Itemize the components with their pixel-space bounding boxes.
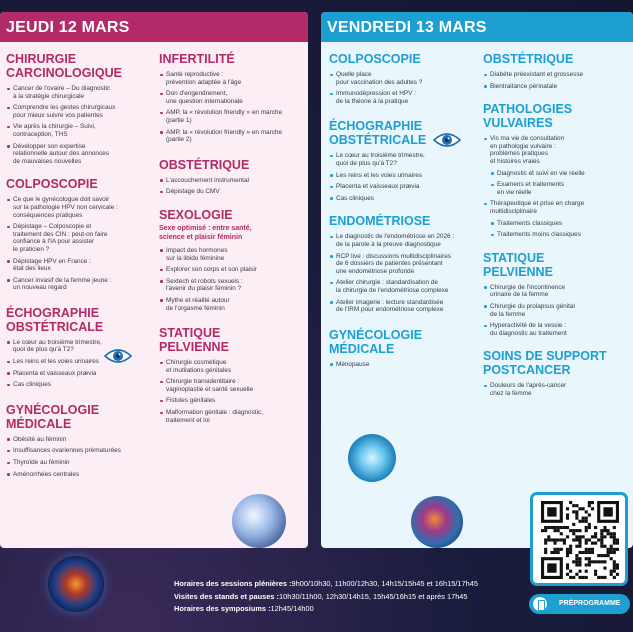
right-column-1 <box>329 52 477 372</box>
session-item: Cas cliniques <box>329 195 477 203</box>
session-item: Examens et traitements en vie réelle <box>483 181 629 196</box>
day-panel-vendredi <box>321 12 633 548</box>
session-item: Développer son expertise relationnelle autour des annonces de mauvaises nouvelles <box>6 143 151 166</box>
session-list <box>329 152 477 202</box>
preprogramme-button[interactable] <box>529 594 630 614</box>
session-list <box>159 71 304 144</box>
day-panel-jeudi <box>0 12 308 548</box>
section-title: COLPOSCOPIE <box>329 52 421 66</box>
session-list <box>159 359 304 424</box>
section-infertilite <box>159 52 304 144</box>
session-item: Dépistage HPV en France : état des lieux <box>6 258 151 273</box>
left-column-2 <box>159 52 304 428</box>
day-header-jeudi: JEUDI 12 MARS <box>0 12 308 42</box>
session-item: Comprendre les gestes chirurgicaux pour mieux suivre vos patientes <box>6 104 151 119</box>
session-item: Cas cliniques <box>6 381 151 389</box>
session-item: Fistules génitales <box>159 397 304 405</box>
session-item: Insuffisances ovariennes prématurées <box>6 447 151 455</box>
section-title: ÉCHOGRAPHIE OBSTÉTRICALE <box>6 305 104 334</box>
session-item: Quelle place pour vaccination des adultes ? <box>329 71 477 86</box>
preprogramme-label: PRÉPROGRAMME <box>559 600 621 607</box>
session-list <box>483 284 629 338</box>
session-list <box>6 196 151 292</box>
session-item: Dépistage du CMV <box>159 188 304 196</box>
section-title: CHIRURGIE CARCINOLOGIQUE <box>6 52 122 80</box>
globe-illustration <box>48 556 104 612</box>
session-list <box>483 135 629 239</box>
qr-code-card[interactable] <box>530 492 628 586</box>
session-item: Le cœur au troisième trimestre, quoi de plus qu'à T2? <box>6 339 151 354</box>
section-subtitle: Sexe optimisé : entre santé, science et plaisir féminin <box>159 224 252 241</box>
session-list <box>329 71 477 105</box>
section-colposcopie <box>329 52 477 105</box>
section-obstetrique <box>483 52 629 90</box>
section-obstetrique <box>159 158 304 196</box>
phone-icon <box>533 597 547 611</box>
session-item: Chirurgie cosmétique et mutilations génitales <box>159 359 304 374</box>
session-list <box>483 382 629 397</box>
session-item: Thérapeutique et prise en charge multidisciplinaire <box>483 200 629 215</box>
session-item: Mythe et réalité autour de l'orgasme féminin <box>159 297 304 312</box>
session-item: Atelier imagerie : lecture standardisée de l'IRM pour endométriose complexe <box>329 299 477 314</box>
session-item: Ménopause <box>329 361 477 369</box>
section-colposcopie <box>6 177 151 292</box>
section-title: PATHOLOGIES VULVAIRES <box>483 102 573 131</box>
session-item: Diagnostic et suivi en vie réelle <box>483 170 629 178</box>
section-gynecologie-medicale <box>6 403 151 478</box>
hours-plenary: Horaires des sessions plénières :9h00/10h30, 11h00/12h30, 14h15/15h45 et 16h15/17h45 <box>174 579 478 588</box>
qr-code <box>541 501 619 579</box>
session-item: Chirurgie de l'incontinence urinaire de la femme <box>483 284 629 299</box>
session-item: Aménorrhées centrales <box>6 471 151 479</box>
section-endometriose <box>329 214 477 313</box>
section-gynecologie-medicale <box>329 328 477 369</box>
session-item: Cancer de l'ovaire – Du diagnostic à la stratégie chirurgicale <box>6 85 151 100</box>
section-statique-pelvienne <box>159 326 304 424</box>
section-title: COLPOSCOPIE <box>6 177 98 192</box>
session-item: Dépistage – Colposcopie et traitement des CIN : peut-on faire confiance à l'IA pour assister le praticien ? <box>6 223 151 253</box>
section-title: GYNÉCOLOGIE MÉDICALE <box>329 327 423 356</box>
section-title: SEXOLOGIE <box>159 207 233 222</box>
session-item: Santé reproductive : prévention adaptée à l'âge <box>159 71 304 86</box>
session-list <box>159 247 304 312</box>
session-list <box>159 177 304 196</box>
session-item: Le cœur au troisième trimestre, quoi de plus qu'à T2? <box>329 152 477 167</box>
section-sexologie <box>159 208 304 312</box>
session-item: Ce que le gynécologue doit savoir sur la pathologie HPV non cervicale : conséquences pratiques <box>6 196 151 219</box>
section-title: ÉCHOGRAPHIE OBSTÉTRICALE <box>329 119 427 148</box>
session-item: Chirurgie du prolapsus génital de la femme <box>483 303 629 318</box>
session-item: Les reins et les voies urinaires <box>6 358 151 366</box>
section-title: STATIQUE PELVIENNE <box>483 250 553 279</box>
session-list <box>329 361 477 369</box>
section-title: ENDOMÉTRIOSE <box>329 214 431 229</box>
ultrasound-illustration <box>348 434 396 482</box>
session-list <box>6 436 151 478</box>
session-list <box>6 85 151 165</box>
surgery-illustration <box>232 494 286 548</box>
section-title: SOINS DE SUPPORT POSTCANCER <box>483 349 607 378</box>
right-column-2 <box>483 52 629 401</box>
session-item: Thyroïde au féminin <box>6 459 151 467</box>
session-item: Cancer invasif de la femme jeune : un nouveau regard <box>6 277 151 292</box>
session-item: Douleurs de l'après-cancer chez la femme <box>483 382 629 397</box>
session-item: Vis ma vie de consultation en pathologie vulvaire : problèmes pratiques et histoires vraies <box>483 135 629 165</box>
session-item: Chirurgie transidentitaire : vaginoplastie et santé sexuelle <box>159 378 304 393</box>
hours-stands: Visites des stands et pauses :10h30/11h00, 12h30/14h15, 15h45/16h15 et après 17h45 <box>174 591 468 601</box>
session-item: Impact des hormones sur la libido féminine <box>159 247 304 262</box>
eye-icon <box>104 347 132 365</box>
session-item: Diabète préexistant et grossesse <box>483 71 629 79</box>
section-statique-pelvienne <box>483 251 629 338</box>
session-item: Hyperactivité de la vessie : du diagnostic au traitement <box>483 322 629 337</box>
section-pathologies-vulvaires <box>483 102 629 239</box>
session-item: Traitements classiques <box>483 220 629 228</box>
section-title: INFERTILITÉ <box>159 52 235 66</box>
section-title: GYNÉCOLOGIE MÉDICALE <box>6 402 100 431</box>
section-title: OBSTÉTRIQUE <box>159 157 250 172</box>
session-list <box>483 71 629 90</box>
session-item: Sextech et robots sexuels : l'avenir du plaisir féminin ? <box>159 278 304 293</box>
session-item: Malformation génitale : diagnostic, traitement et loi <box>159 409 304 424</box>
session-item: Immunodépression et HPV : de la théorie à la pratique <box>329 90 477 105</box>
section-chirurgie-carcinologique <box>6 52 151 165</box>
session-item: Atelier chirurgie : standardisation de la chirurgie de l'endométriose complexe <box>329 279 477 294</box>
left-column-1 <box>6 52 151 482</box>
session-item: AMP, la « révolution friendly » en marche (partie 1) <box>159 109 304 124</box>
session-item: Explorer son corps et son plaisir <box>159 266 304 274</box>
schedule-hours <box>174 578 478 616</box>
eye-icon <box>433 131 461 149</box>
day-header-vendredi: VENDREDI 13 MARS <box>321 12 633 42</box>
hours-symposiums: Horaires des symposiums :12h45/14h00 <box>174 604 314 613</box>
cells-illustration <box>411 496 463 548</box>
session-item: Traitements moins classiques <box>483 231 629 239</box>
session-list <box>329 233 477 313</box>
section-title: OBSTÉTRIQUE <box>483 52 574 66</box>
session-item: Placenta et vaisseaux prævia <box>6 370 151 378</box>
section-title: STATIQUE PELVIENNE <box>159 326 229 355</box>
session-item: Le diagnostic de l'endométriose en 2026 : de la parole à la preuve diagnostique <box>329 233 477 248</box>
session-item: Obésité au féminin <box>6 436 151 444</box>
session-item: Don d'engendrement, une question internationale <box>159 90 304 105</box>
session-item: AMP, la « révolution friendly » en marche (partie 2) <box>159 129 304 144</box>
session-item: Vie après la chirurgie – Suivi, contraception, THS <box>6 123 151 138</box>
session-item: Les reins et les voies urinaires <box>329 172 477 180</box>
session-item: RCP live : discussions multidisciplinaires de 6 dossiers de patientes présentant une endométriose profonde <box>329 253 477 276</box>
session-item: Placenta et vaisseaux prævia <box>329 183 477 191</box>
session-item: L'accouchement instrumental <box>159 177 304 185</box>
session-item: Bientraitance périnatale <box>483 83 629 91</box>
section-soins-de-support-postcancer <box>483 349 629 397</box>
